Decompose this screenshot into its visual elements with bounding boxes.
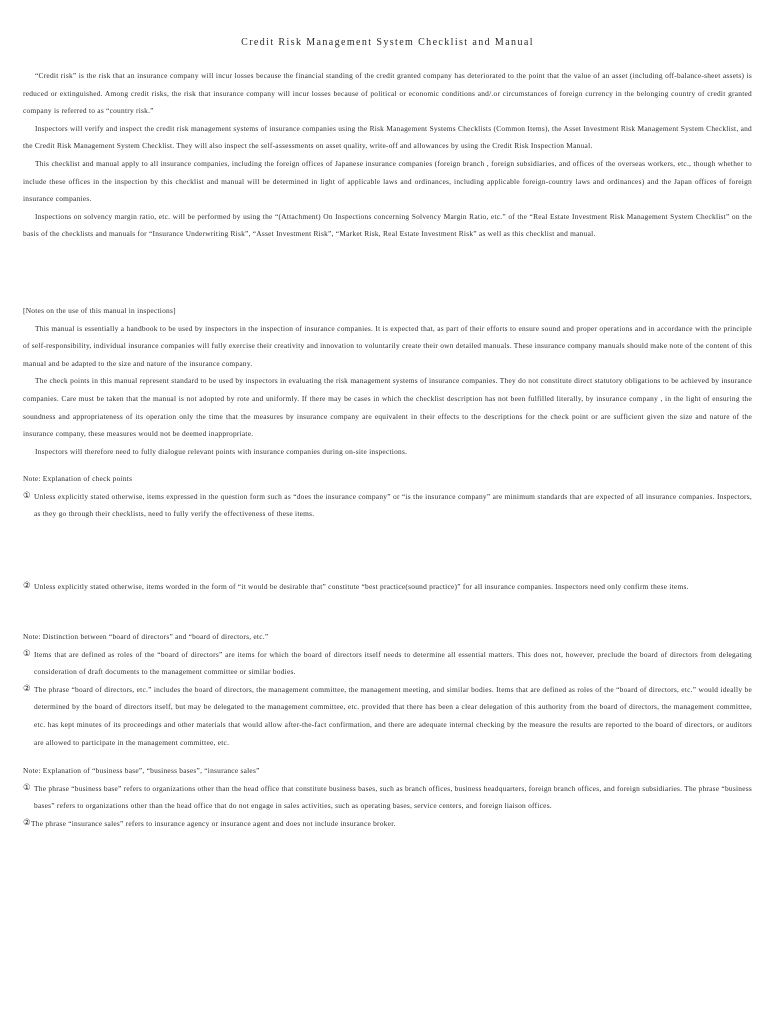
check-points-section [23,470,752,523]
check-point-text: Unless explicitly stated otherwise, items worded in the form of “it would be desirable that” constitute “best practice(sound practice)” for all insurance companies. Inspectors need only confirm these items. [34,582,689,591]
document-title: Credit Risk Management System Checklist and Manual [241,37,534,48]
notes-use-paragraph: The check points in this manual represent standard to be used by inspectors in evaluating the risk management systems of insurance companies. They do not constitute direct statutory obligations to be achieved by insurance companies. Care must be taken that the manual is not adopted by rote and uniformly. If there may be cases in which the checklist description has not been fulfilled literally, by insurance company , in the light of ensuring the soundness and appropriateness of its operation only the time that the measures by insurance company are equivalent in their effects to the descriptions for the check point or are sufficient given the size and nature of the insurance company, these measures would not be deemed inappropriate. [23,376,752,439]
business-item [23,815,752,833]
check-point-item [23,578,752,596]
check-points-section-continued [23,578,752,596]
business-heading: Note: Explanation of “business base”, “business bases”, “insurance sales” [23,766,260,775]
notes-use-paragraph: This manual is essentially a handbook to be used by inspectors in the inspection of insurance companies. It is expected that, as part of their efforts to ensure sound and proper operations and in accordance with the principle of self-responsibility, individual insurance companies will fully exercise their creativity and innovation to voluntarily create their own detailed manuals. These insurance company manuals should make note of the content of this manual and be adapted to the size and nature of the insurance company. [23,323,752,368]
circled-number-2: ② [23,581,31,591]
circled-number-1: ① [23,490,31,501]
intro-paragraph-credit-risk: “Credit risk” is the risk that an insurance company will incur losses because the financial standing of the credit granted company has deteriorated to the point that the value of an asset (including off-balance-sheet assets) is reduced or extinguished. Among credit risks, the risk that insurance company will incur losses because of political or economic conditions and/.or circumstances of foreign currency in the belonging country of credit granted company is referred to as “country risk.” [23,71,752,116]
board-item [23,681,752,751]
check-point-item [23,488,752,523]
intro-paragraph-scope: This checklist and manual apply to all insurance companies, including the foreign offices of Japanese insurance companies (foreign branch , foreign subsidiaries, and offices of the overseas workers, etc., though whether to include these offices in the inspection by this checklist and manual will be determined in light of applicable laws and ordinances, including applicable foreign-country laws and ordinances) and the Japan offices of foreign insurance companies. [23,158,752,204]
business-item-text: The phrase “business base” refers to organizations other than the head office that constitute business bases, such as branch offices, business headquarters, foreign branch offices, and foreign subsidiaries. The phrase “business bases” refers to organizations other than the head office that do not engage in sales activities, such as operating bases, service centers, and foreign liaison offices. [34,783,752,811]
check-points-heading: Note: Explanation of check points [23,474,133,483]
circled-number-1: ① [23,648,31,659]
board-item-text: Items that are defined as roles of the “board of directors” are items for which the board of directors itself needs to determine all essential matters. This does not, however, preclude the board of directors from delegating consideration of draft documents to the management committee or similar bodies. [34,649,752,677]
notes-use-section [23,302,752,460]
notes-use-heading: [Notes on the use of this manual in inspections] [23,306,176,315]
board-item-text: The phrase “board of directors, etc.” includes the board of directors, the management committee, the management meeting, and similar bodies. Items that are defined as roles of the “board of directors, etc.” would ideally be determined by the board of directors itself, but may be delegated to the management committee, etc. provided that there has been a clear delegation of this authority from the board of directors, the management committee, etc. has kept minutes of its proceedings and other materials that would allow after-the-fact confirmation, and there are adequate internal checking by the measure the results are reported to the board of directors, or auditors are allowed to participate in the management committee, etc. [34,684,752,747]
document-page [23,0,752,1024]
business-item [23,780,752,815]
business-item-text: The phrase “insurance sales” refers to insurance agency or insurance agent and does not include insurance broker. [31,818,396,828]
notes-use-paragraph: Inspectors will therefore need to fully dialogue relevant points with insurance companies during on-site inspections. [35,446,408,456]
check-point-text: Unless explicitly stated otherwise, items expressed in the question form such as “does the insurance company” or “is the insurance company” are minimum standards that are expected of all insurance companies. Inspectors, as they go through their checklists, need to fully verify the effectiveness of these items. [34,491,752,519]
intro-section [23,67,752,243]
circled-number-2: ② [23,817,31,828]
intro-paragraph-solvency: Inspections on solvency margin ratio, etc. will be performed by using the “(Attachment) On Inspections concerning Solvency Margin Ratio, etc.” of the “Real Estate Investment Risk Management System Checklist” on the basis of the checklists and manuals for “Insurance Underwriting Risk”, “Asset Investment Risk”, “Market Risk, Real Estate Investment Risk” as well as this checklist and manual. [23,211,752,239]
board-heading: Note: Distinction between “board of directors” and “board of directors, etc.” [23,632,269,641]
board-section [23,628,752,751]
circled-number-1: ① [23,782,31,793]
board-item [23,646,752,681]
circled-number-2: ② [23,683,31,694]
business-section [23,762,752,832]
intro-paragraph-inspectors: Inspectors will verify and inspect the credit risk management systems of insurance companies using the Risk Management Systems Checklists (Common Items), the Asset Investment Risk Management System Checklist, and the Credit Risk Management System Checklist. They will also inspect the self-assessments on asset quality, write-off and allowances by using the Credit Risk Inspection Manual. [23,123,752,151]
